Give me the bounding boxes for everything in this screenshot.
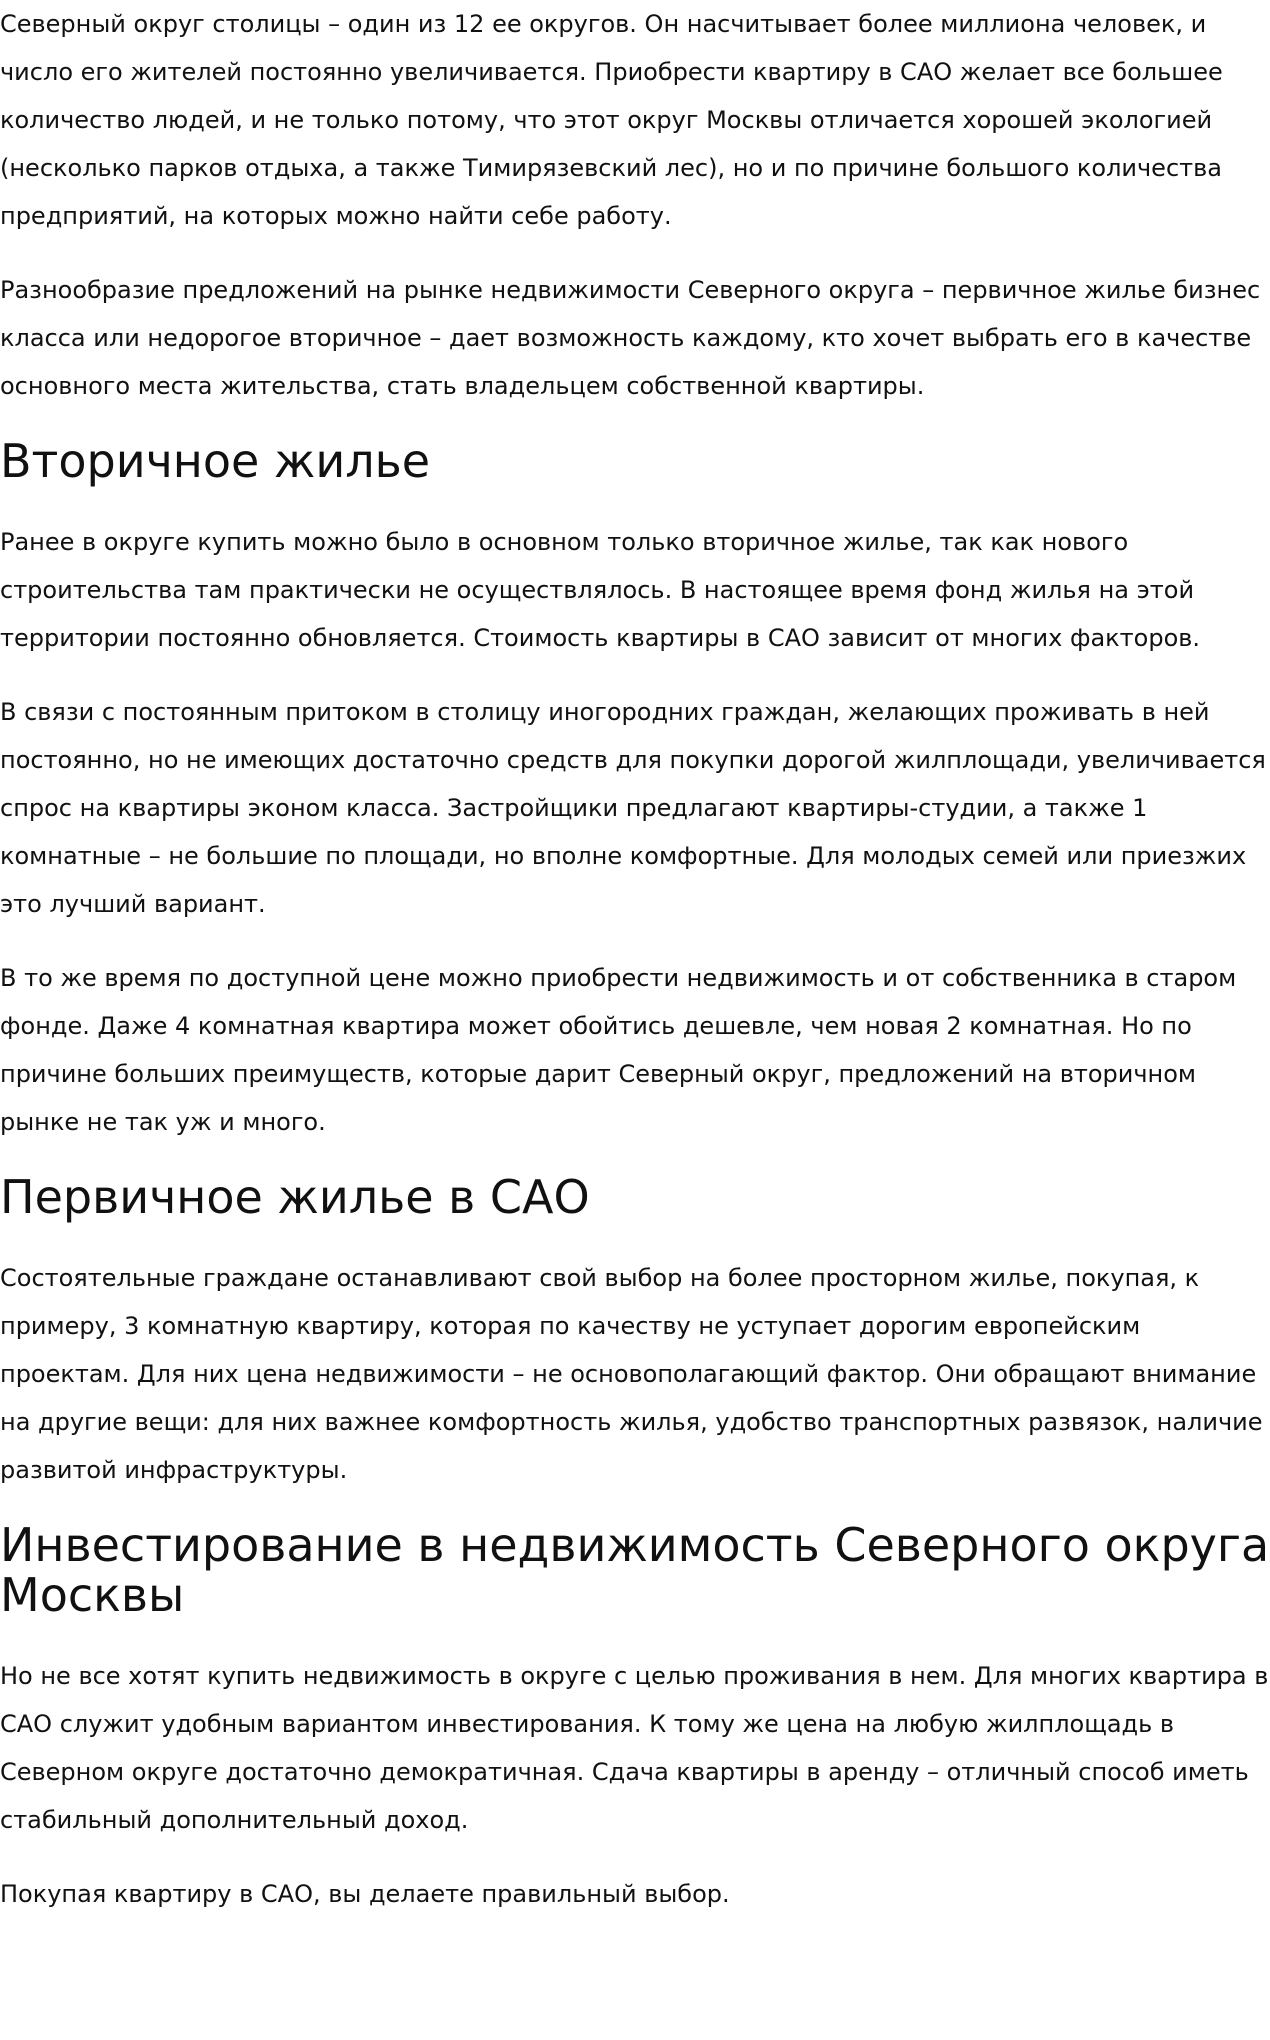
heading-primary-housing: Первичное жилье в САО [0, 1170, 590, 1224]
investment-paragraph-2: Покупая квартиру в САО, вы делаете правильный выбор. [0, 1880, 730, 1908]
secondary-paragraph-1: Ранее в округе купить можно было в основном только вторичное жилье, так как нового строительства там практически не осуществлялось. В настоящее время фонд жилья на этой территории постоянно обновляется. Стоимость квартиры в САО зависит от многих факторов. [0, 528, 1201, 652]
heading-secondary-housing: Вторичное жилье [0, 434, 431, 488]
investment-paragraph-1: Но не все хотят купить недвижимость в округе с целью проживания в нем. Для многих квартира в САО служит удобным вариантом инвестирования. К тому же цена на любую жилплощадь в Северном округе достаточно демократичная. Сдача квартиры в аренду – отличный способ иметь стабильный дополнительный доход. [0, 1662, 1269, 1834]
primary-paragraph-1: Состоятельные граждане останавливают свой выбор на более просторном жилье, покупая, к примеру, 3 комнатную квартиру, которая по качеству не уступает дорогим европейским проектам. Для них цена недвижимости – не основополагающий фактор. Они обращают внимание на другие вещи: для них важнее комфортность жилья, удобство транспортных развязок, наличие развитой инфраструктуры. [0, 1264, 1263, 1484]
secondary-paragraph-3: В то же время по доступной цене можно приобрести недвижимость и от собственника в старом фонде. Даже 4 комнатная квартира может обойтись дешевле, чем новая 2 комнатная. Но по причине больших преимуществ, которые дарит Северный округ, предложений на вторичном рынке не так уж и много. [0, 964, 1237, 1136]
secondary-paragraph-2: В связи с постоянным притоком в столицу иногородних граждан, желающих проживать в ней постоянно, но не имеющих достаточно средств для покупки дорогой жилплощади, увеличивается спрос на квартиры эконом класса. Застройщики предлагают квартиры-студии, а также 1 комнатные – не большие по площади, но вполне комфортные. Для молодых семей или приезжих это лучший вариант. [0, 698, 1266, 918]
intro-paragraph-2: Разнообразие предложений на рынке недвижимости Северного округа – первичное жилье бизнес класса или недорогое вторичное – дает возможность каждому, кто хочет выбрать его в качестве основного места жительства, стать владельцем собственной квартиры. [0, 276, 1261, 400]
heading-investment: Инвестирование в недвижимость Северного округа Москвы [0, 1518, 1270, 1622]
intro-paragraph-1: Северный округ столицы – один из 12 ее округов. Он насчитывает более миллиона человек, и число его жителей постоянно увеличивается. Приобрести квартиру в САО желает все большее количество людей, и не только потому, что этот округ Москвы отличается хорошей экологией (несколько парков отдыха, а также Тимирязевский лес), но и по причине большого количества предприятий, на которых можно найти себе работу. [0, 10, 1223, 230]
